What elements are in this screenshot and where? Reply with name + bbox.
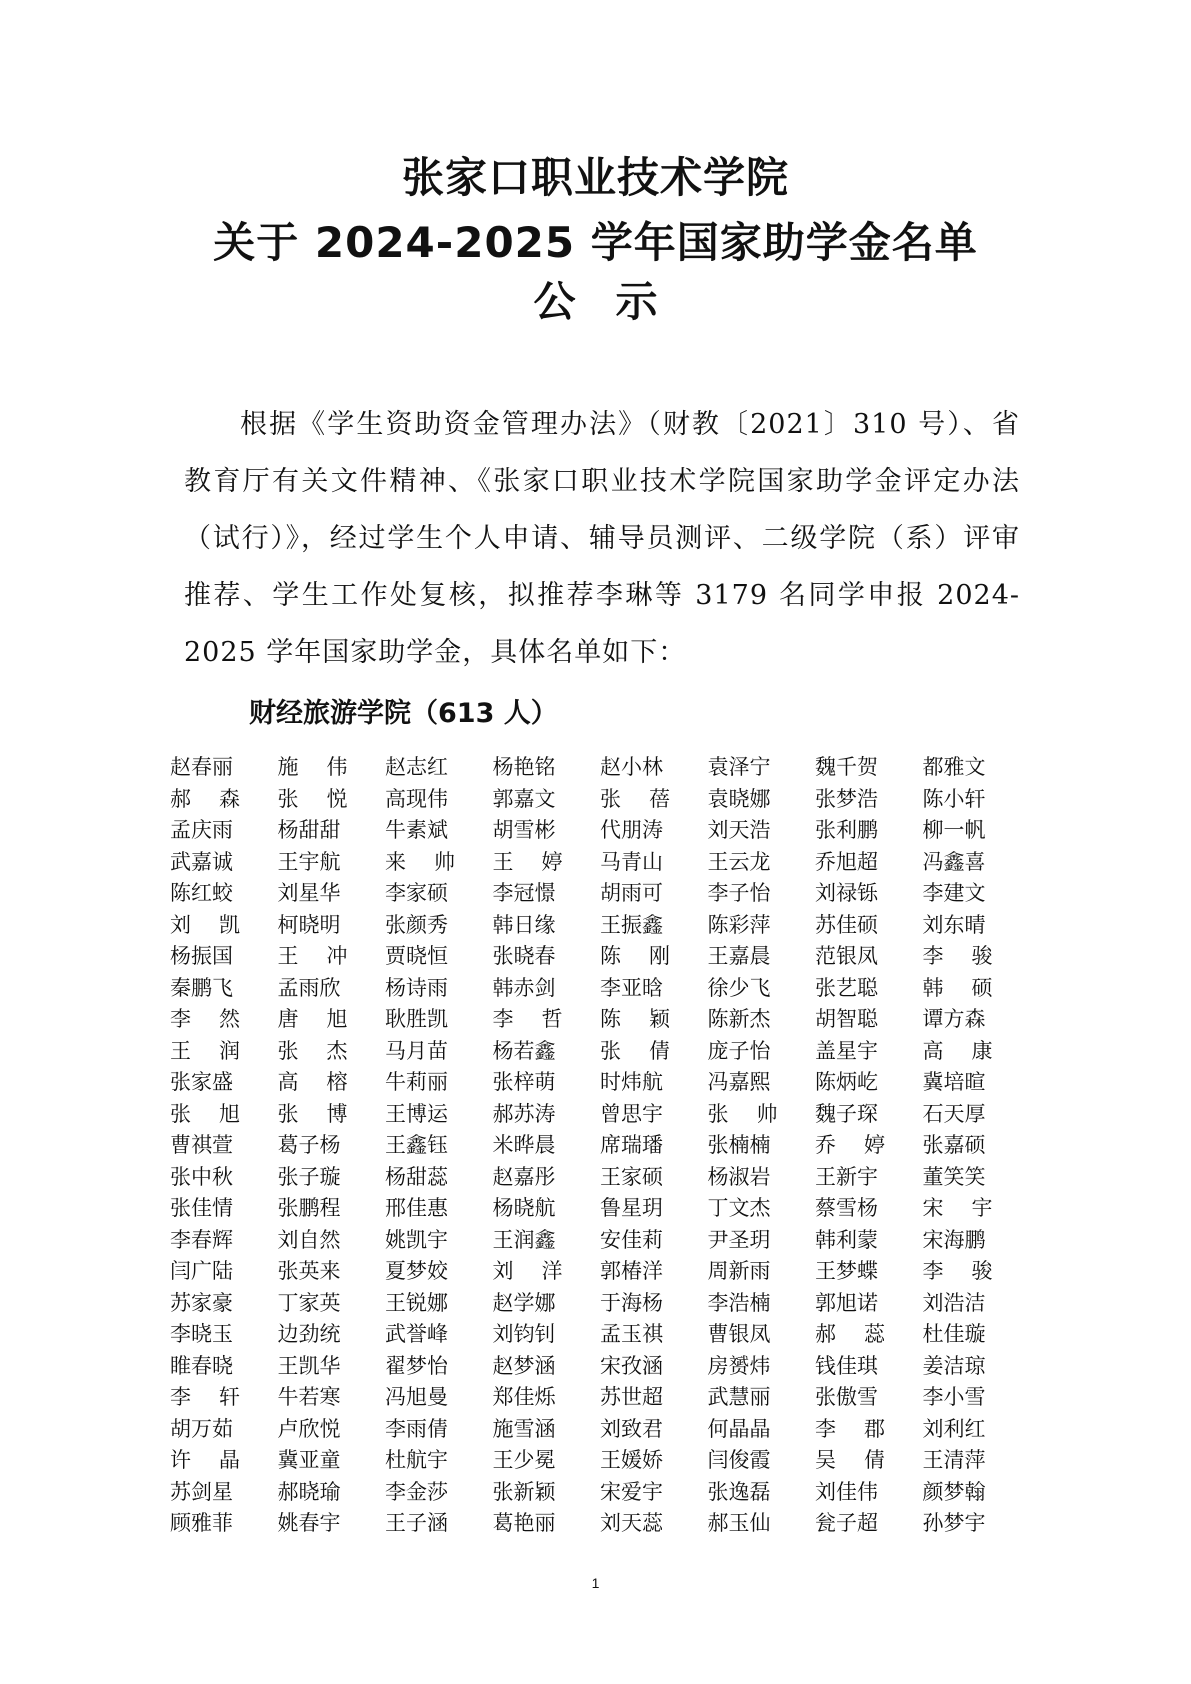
name-entry: 王凯华: [277, 1353, 341, 1378]
name-entry: 杨淑岩: [707, 1164, 771, 1189]
name-entry: 孟庆雨: [170, 818, 233, 842]
name-entry: 宋孜涵: [600, 1353, 663, 1378]
name-entry: 钱佳琪: [815, 1353, 878, 1378]
name-entry: 鲁星玥: [600, 1196, 663, 1220]
name-entry: 尹圣玥: [707, 1227, 771, 1252]
name-entry: 李建文: [922, 881, 986, 905]
name-entry: 张利鹏: [815, 818, 878, 842]
name-entry: 陈新杰: [707, 1007, 771, 1031]
name-entry: 王云龙: [707, 849, 771, 874]
name-entry: 曹祺萱: [170, 1133, 233, 1157]
name-entry: 赵春丽: [170, 755, 233, 779]
name-entry: 秦鹏飞: [170, 975, 233, 1000]
name-entry: 刘洋: [492, 1259, 563, 1283]
name-entry: 刘天蕊: [600, 1511, 663, 1535]
name-entry: 李骏: [922, 1259, 993, 1283]
name-entry: 刘钧钊: [492, 1322, 556, 1346]
name-entry: 王婷: [492, 849, 563, 874]
name-entry: 韩硕: [922, 975, 993, 1000]
name-entry: 王锐娜: [385, 1290, 448, 1315]
name-entry: 李然: [170, 1007, 240, 1031]
name-entry: 刘致君: [600, 1416, 663, 1441]
name-entry: 瓮子超: [815, 1511, 878, 1535]
name-entry: 张鹏程: [277, 1196, 341, 1220]
name-entry: 牛素斌: [385, 818, 448, 842]
name-entry: 王润: [170, 1038, 240, 1063]
name-entry: 高康: [922, 1038, 993, 1063]
name-entry: 赵小林: [600, 755, 663, 779]
name-entry: 陈小轩: [922, 786, 986, 811]
name-entry: 杨艳铭: [492, 755, 556, 779]
name-entry: 陈红蛟: [170, 881, 233, 905]
name-entry: 苏家豪: [170, 1290, 233, 1315]
name-entry: 赵志红: [385, 755, 448, 779]
name-entry: 郝苏涛: [492, 1101, 556, 1126]
name-entry: 苏佳硕: [815, 912, 878, 937]
name-entry: 庞子怡: [707, 1038, 771, 1063]
name-entry: 闫广陆: [170, 1259, 233, 1283]
name-entry: 来帅: [385, 849, 455, 874]
name-entry: 刘利红: [922, 1416, 986, 1441]
name-entry: 武慧丽: [707, 1385, 771, 1409]
name-entry: 翟梦怡: [385, 1353, 448, 1378]
name-entry: 葛子杨: [277, 1133, 341, 1157]
name-entry: 冯鑫喜: [922, 849, 986, 874]
name-entry: 李家硕: [385, 881, 448, 905]
name-entry: 都雅文: [922, 755, 986, 779]
intro-paragraph: 根据《学生资助资金管理办法》（财教〔2021〕310 号）、省教育厅有关文件精神、《张家口职业技术学院国家助学金评定办法（试行）》，经过学生个人申请、辅导员测评、二级学院（系）评审推荐、学生工作处复核，拟推荐李琳等 3179 名同学申报 2024-2025 学年国家助学金，具体名单如下：: [184, 409, 1020, 668]
name-entry: 李浩楠: [707, 1290, 771, 1315]
name-entry: 赵学娜: [492, 1290, 556, 1315]
name-entry: 张博: [277, 1101, 348, 1126]
name-entry: 蔡雪杨: [815, 1196, 878, 1220]
name-entry: 施伟: [277, 755, 348, 779]
section-heading: 财经旅游学院（613 人）: [249, 698, 558, 729]
name-entry: 张逸磊: [707, 1479, 771, 1504]
name-entry: 王鑫钰: [385, 1133, 448, 1157]
name-entry: 王家硕: [600, 1164, 663, 1189]
name-entry: 冀培暄: [922, 1070, 986, 1094]
name-list: [170, 752, 1030, 1540]
name-entry: 杨晓航: [492, 1196, 556, 1220]
name-entry: 胡雪彬: [492, 818, 556, 842]
name-entry: 施雪涵: [492, 1416, 556, 1441]
name-entry: 武嘉诚: [170, 849, 233, 874]
name-entry: 王子涵: [385, 1511, 448, 1535]
name-entry: 王清萍: [922, 1448, 986, 1472]
name-entry: 徐少飞: [707, 975, 771, 1000]
name-entry: 张倩: [600, 1038, 670, 1063]
name-entry: 张梦浩: [815, 786, 878, 811]
name-entry: 李雨倩: [385, 1416, 448, 1441]
name-entry: 乔旭超: [815, 849, 878, 874]
name-entry: 苏世超: [600, 1385, 663, 1409]
name-entry: 王嘉晨: [707, 944, 771, 968]
name-entry: 刘浩洁: [922, 1290, 986, 1315]
name-entry: 宋海鹏: [922, 1227, 986, 1252]
name-entry: 夏梦姣: [385, 1259, 448, 1283]
name-entry: 吴倩: [815, 1448, 885, 1472]
name-entry: 陈炳屹: [815, 1070, 878, 1094]
name-entry: 张中秋: [170, 1164, 233, 1189]
name-entry: 王博运: [385, 1101, 448, 1126]
name-entry: 牛莉丽: [385, 1070, 448, 1094]
name-entry: 武誉峰: [385, 1322, 448, 1346]
document-title-subject: 关于 2024-2025 学年国家助学金名单: [213, 218, 978, 267]
name-entry: 杨甜蕊: [385, 1164, 448, 1189]
name-entry: 孙梦宇: [922, 1511, 986, 1535]
name-entry: 韩赤剑: [492, 975, 556, 1000]
name-entry: 曾思宇: [600, 1101, 663, 1126]
name-entry: 魏千贺: [815, 755, 878, 779]
name-entry: 姚春宇: [277, 1511, 341, 1535]
name-entry: 赵嘉彤: [492, 1164, 556, 1189]
name-entry: 胡万茹: [170, 1416, 233, 1441]
name-entry: 陈刚: [600, 944, 670, 968]
name-entry: 李骏: [922, 944, 993, 968]
name-entry: 张楠楠: [707, 1133, 771, 1157]
name-entry: 杨甜甜: [277, 818, 341, 842]
name-entry: 柳一帆: [922, 818, 986, 842]
name-entry: 石天厚: [922, 1101, 986, 1126]
name-entry: 苏剑星: [170, 1479, 233, 1504]
name-entry: 杨振国: [170, 944, 233, 968]
name-entry: 李小雪: [922, 1385, 986, 1409]
name-entry: 韩日缘: [492, 912, 556, 937]
name-entry: 王润鑫: [492, 1227, 556, 1252]
name-entry: 唐旭: [277, 1007, 348, 1031]
name-entry: 宋爱宇: [600, 1479, 663, 1504]
name-entry: 张梓萌: [492, 1070, 556, 1094]
name-entry: 王梦蝶: [815, 1259, 878, 1283]
name-entry: 张杰: [277, 1038, 348, 1063]
name-entry: 张嘉硕: [922, 1133, 986, 1157]
name-entry: 李轩: [170, 1385, 240, 1409]
name-entry: 王新宇: [815, 1164, 878, 1189]
name-entry: 张旭: [170, 1101, 240, 1126]
name-entry: 陈颖: [600, 1007, 670, 1031]
name-entry: 卢欣悦: [277, 1416, 341, 1441]
name-entry: 郝蕊: [815, 1322, 885, 1346]
name-entry: 丁文杰: [707, 1196, 771, 1220]
name-entry: 高现伟: [385, 786, 448, 811]
name-entry: 董笑笑: [922, 1164, 986, 1189]
name-entry: 边劲统: [277, 1322, 341, 1346]
name-entry: 冀亚童: [277, 1448, 341, 1472]
name-entry: 张新颖: [492, 1479, 556, 1504]
name-entry: 周新雨: [707, 1259, 771, 1283]
name-entry: 郑佳烁: [492, 1385, 556, 1409]
name-entry: 盖星宇: [815, 1038, 878, 1063]
name-entry: 马青山: [600, 849, 663, 874]
name-entry: 姚凯宇: [385, 1227, 448, 1252]
name-entry: 刘星华: [277, 881, 341, 905]
name-entry: 张蓓: [600, 786, 670, 811]
name-entry: 高榕: [277, 1070, 348, 1094]
name-entry: 胡智聪: [815, 1007, 878, 1031]
name-entry: 郝晓瑜: [277, 1479, 341, 1504]
name-entry: 郭椿洋: [600, 1259, 663, 1283]
page-number: 1: [591, 1575, 600, 1591]
name-entry: 贾晓恒: [385, 944, 448, 968]
name-entry: 刘天浩: [707, 818, 771, 842]
name-entry: 陈彩萍: [707, 912, 771, 937]
name-entry: 杨若鑫: [492, 1038, 556, 1063]
name-entry: 李金莎: [385, 1479, 448, 1504]
name-entry: 王少冕: [492, 1448, 556, 1472]
name-entry: 马月苗: [385, 1038, 448, 1063]
name-entry: 睢春晓: [170, 1353, 233, 1378]
name-entry: 王振鑫: [600, 912, 663, 937]
name-entry: 耿胜凯: [385, 1007, 448, 1031]
name-entry: 郝玉仙: [707, 1511, 771, 1535]
name-entry: 郝森: [170, 786, 240, 811]
name-entry: 张家盛: [170, 1070, 233, 1094]
name-entry: 时炜航: [600, 1070, 663, 1094]
name-entry: 杜航宇: [385, 1448, 448, 1472]
name-entry: 袁晓娜: [707, 786, 771, 811]
name-entry: 何晶晶: [707, 1416, 771, 1441]
name-entry: 孟雨欣: [277, 975, 341, 1000]
name-entry: 冯旭曼: [385, 1385, 448, 1409]
name-entry: 米晔晨: [492, 1133, 556, 1157]
name-entry: 许晶: [170, 1448, 240, 1472]
name-entry: 郭旭诺: [815, 1290, 878, 1315]
name-entry: 李郡: [815, 1416, 885, 1441]
name-entry: 李子怡: [707, 881, 771, 905]
name-entry: 谭方森: [922, 1007, 986, 1031]
name-entry: 张晓春: [492, 944, 556, 968]
name-entry: 安佳莉: [600, 1227, 663, 1252]
name-entry: 魏子琛: [815, 1101, 878, 1126]
name-entry: 王媛娇: [600, 1448, 663, 1472]
name-entry: 张英来: [277, 1259, 341, 1283]
name-entry: 张子璇: [277, 1164, 341, 1189]
name-entry: 范银凤: [815, 944, 878, 968]
name-entry: 代朋涛: [600, 818, 663, 842]
name-entry: 胡雨可: [600, 881, 663, 905]
name-entry: 刘东晴: [922, 912, 986, 937]
name-entry: 牛若寒: [277, 1385, 341, 1409]
name-entry: 李亚晗: [600, 975, 663, 1000]
name-entry: 宋宇: [922, 1196, 993, 1220]
name-entry: 李哲: [492, 1007, 563, 1031]
name-entry: 杨诗雨: [385, 975, 448, 1000]
name-entry: 李晓玉: [170, 1322, 233, 1346]
name-entry: 刘凯: [170, 912, 240, 937]
name-entry: 刘佳伟: [815, 1479, 878, 1504]
name-entry: 袁泽宁: [707, 755, 771, 779]
name-entry: 于海杨: [600, 1290, 663, 1315]
document-title-notice: 公示: [533, 277, 698, 326]
name-entry: 张傲雪: [815, 1385, 878, 1409]
name-entry: 孟玉祺: [600, 1322, 663, 1346]
name-entry: 张颜秀: [385, 912, 448, 937]
name-entry: 柯晓明: [277, 912, 341, 937]
name-entry: 葛艳丽: [492, 1511, 556, 1535]
name-entry: 韩利蒙: [815, 1227, 878, 1252]
name-entry: 邢佳惠: [385, 1196, 448, 1220]
name-entry: 乔婷: [815, 1133, 885, 1157]
name-entry: 张悦: [277, 786, 348, 811]
name-entry: 张佳情: [170, 1196, 233, 1220]
name-entry: 冯嘉熙: [707, 1070, 771, 1094]
name-entry: 顾雅菲: [170, 1511, 233, 1535]
document-title-school: 张家口职业技术学院: [401, 153, 789, 202]
name-entry: 席瑞璠: [600, 1133, 663, 1157]
name-entry: 李春辉: [170, 1227, 233, 1252]
name-entry: 刘自然: [277, 1227, 341, 1252]
name-entry: 王冲: [277, 944, 348, 968]
name-entry: 丁家英: [277, 1290, 341, 1315]
name-entry: 房赟炜: [707, 1353, 771, 1378]
name-entry: 赵梦涵: [492, 1353, 556, 1378]
name-entry: 姜洁琼: [922, 1353, 986, 1378]
name-entry: 杜佳璇: [922, 1322, 986, 1346]
name-entry: 颜梦翰: [922, 1479, 986, 1504]
name-entry: 闫俊霞: [707, 1448, 771, 1472]
name-entry: 郭嘉文: [492, 786, 556, 811]
name-entry: 张艺聪: [815, 975, 878, 1000]
name-entry: 曹银凤: [707, 1322, 771, 1346]
name-entry: 刘禄铄: [815, 881, 878, 905]
name-entry: 王宇航: [277, 849, 341, 874]
name-entry: 李冠憬: [492, 881, 556, 905]
name-entry: 张帅: [707, 1101, 778, 1126]
